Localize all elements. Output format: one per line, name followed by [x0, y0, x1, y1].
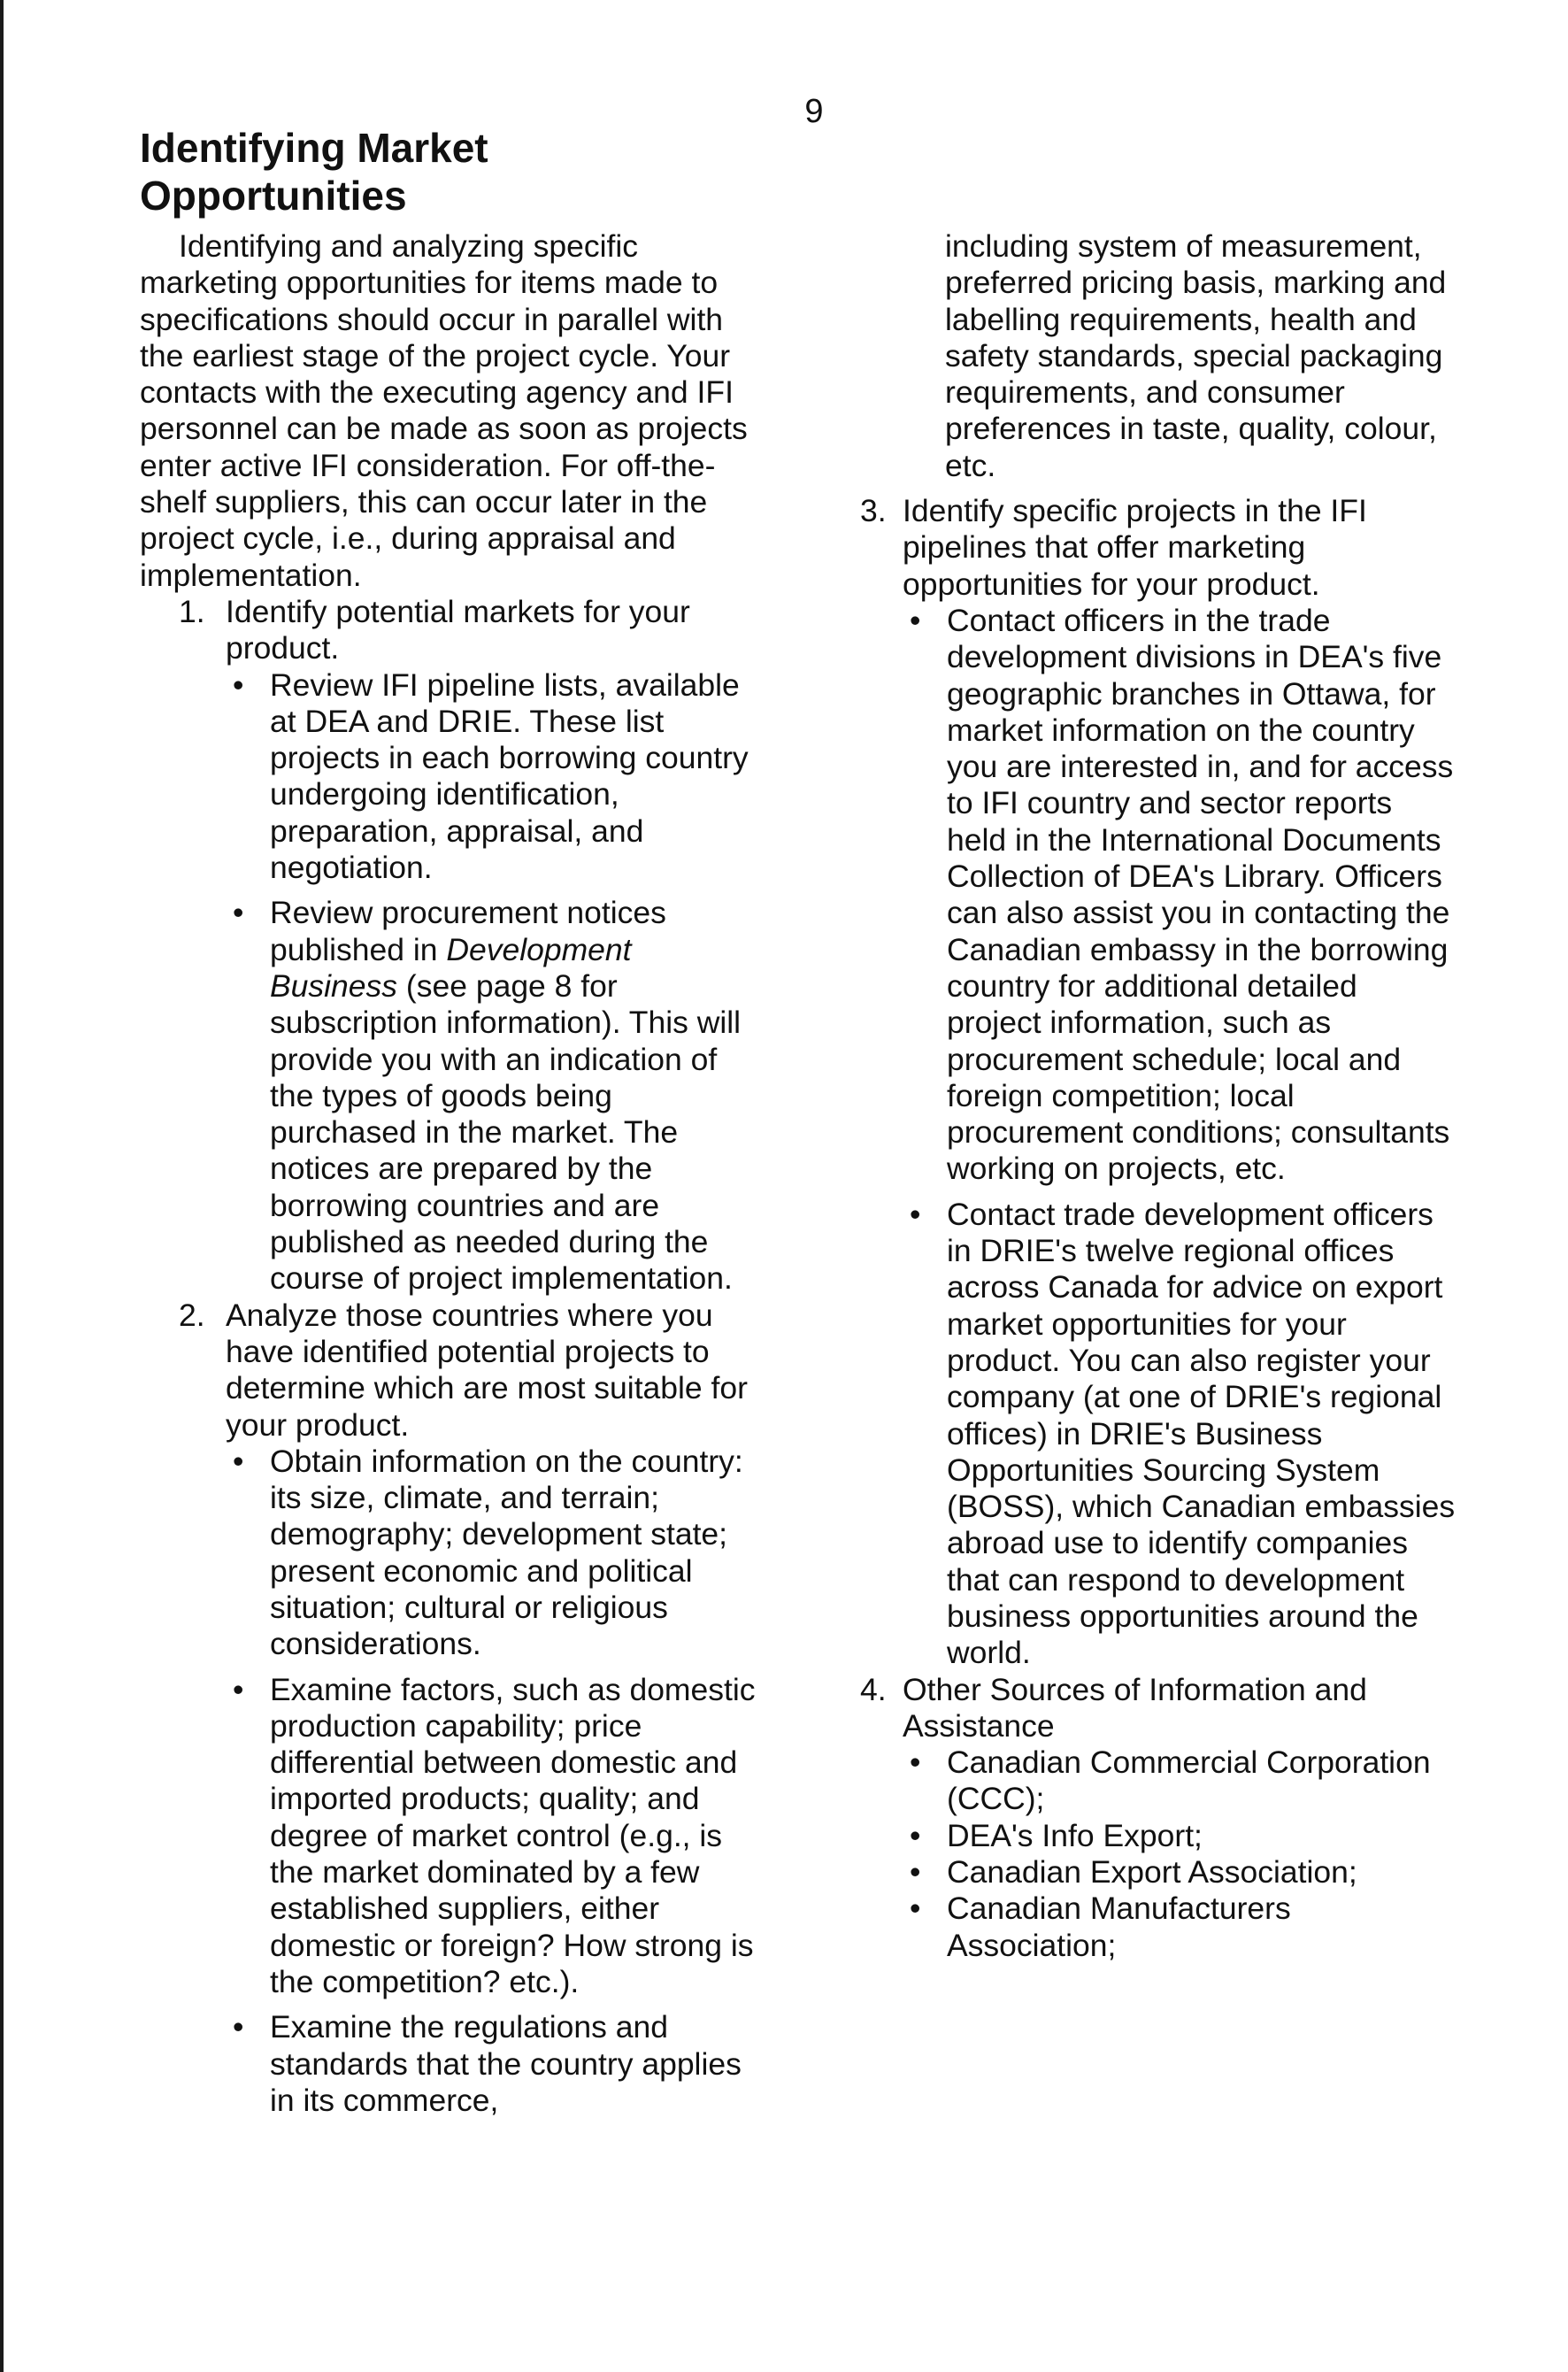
bullet-text: Contact officers in the trade development divisions in DEA's five geographic branches in Ottawa, for market information on the country you are interested in, and for access to IFI country and sector reports held in the International Documents Collection of DEA's Library. Officers can also assist you in contacting the Canadian embassy in the borrowing country for additional detailed project information, such as procurement schedule; local and foreign competition; local procurement conditions; consultants working on projects, etc. — [947, 602, 1454, 1187]
bullet-text: Canadian Export Association; — [947, 1854, 1357, 1891]
list-item-1 — [140, 594, 759, 1298]
list-item — [226, 895, 759, 1297]
bullet-icon: • — [233, 1671, 244, 1707]
item-4-bullets — [903, 1744, 1458, 1964]
bullet-icon: • — [910, 1744, 921, 1781]
item-number: 4. — [860, 1671, 887, 1707]
page-edge-rule — [0, 0, 4, 2372]
bullet-text: Contact trade development officers in DRIE's twelve regional offices across Canada for advice on export market opportunities for your product. You can also register your company (at one of DRIE's regional offices) in DRIE's Business Opportunities Sourcing System (BOSS), which Canadian embassies abroad use to identify companies that can respond to development business opportunities around the world. — [947, 1196, 1456, 1671]
list-item — [903, 1197, 1458, 1672]
list-item — [226, 1444, 759, 1663]
list-item — [226, 2009, 759, 2119]
bullet-icon: • — [233, 895, 244, 931]
title-line-1: Identifying Market — [140, 125, 488, 171]
item-3-text: Identify specific projects in the IFI pipelines that offer marketing opportunities for your product. — [903, 493, 1367, 602]
list-item — [903, 1854, 1458, 1891]
bullet-icon: • — [910, 602, 921, 638]
list-item-2 — [140, 1298, 759, 2120]
title-line-2: Opportunities — [140, 173, 407, 219]
page-number: 9 — [804, 93, 824, 130]
list-item — [903, 1891, 1458, 1964]
bullet-text: Canadian Manufacturers Association; — [947, 1891, 1291, 1963]
section-title — [140, 124, 759, 219]
bullet-text: Review IFI pipeline lists, available at DEA and DRIE. These list projects in each borrowing country undergoing identification, preparation, appraisal, and negotiation. — [270, 666, 749, 886]
item-number: 3. — [860, 493, 887, 529]
bullet-text: (see page 8 for subscription information). This will provide you with an indication of the types of goods being purchased in the market. The notices are prepared by the borrowing countries and are published as needed during the course of project implementation. — [270, 967, 742, 1297]
bullet-icon: • — [910, 1854, 921, 1891]
bullet-text: Examine factors, such as domestic production capability; price differential between domestic and imported products; quality; and degree of market control (e.g., is the market dominated by a few established suppliers, either domestic or foreign? How strong is the competition? etc.). — [270, 1671, 756, 1999]
item-3-bullets — [903, 603, 1458, 1672]
bullet-icon: • — [910, 1891, 921, 1927]
list-item-4 — [848, 1672, 1458, 1964]
intro-paragraph: Identifying and analyzing specific marketing opportunities for items made to specifications should occur in parallel with the earliest stage of the project cycle. Your contacts with the executing agency and IFI personnel can be made as soon as projects enter active IFI consideration. For off-the-shelf suppliers, this can occur later in the project cycle, i.e., during appraisal and implementation. — [140, 228, 748, 593]
publication-title: Development Business — [270, 931, 632, 1004]
continuation-paragraph: including system of measurement, preferred pricing basis, marking and labelling requirements, health and safety standards, special packaging requirements, and consumer preferences in taste, quality, colour, etc. — [945, 228, 1447, 483]
bullet-icon: • — [233, 2009, 244, 2045]
list-item — [226, 1672, 759, 2001]
bullet-text: Canadian Commercial Corporation (CCC); — [947, 1744, 1431, 1817]
list-item — [903, 1744, 1458, 1818]
list-item — [903, 1818, 1458, 1854]
bullet-icon: • — [233, 666, 244, 703]
item-number: 1. — [179, 593, 205, 629]
item-4-text: Other Sources of Information and Assistance — [903, 1671, 1367, 1744]
item-1-bullets — [226, 667, 759, 1298]
bullet-text: Review procurement notices published in — [270, 895, 666, 967]
left-column — [140, 228, 759, 2119]
bullet-icon: • — [233, 1443, 244, 1479]
list-item-3 — [848, 493, 1458, 1672]
bullet-text: Obtain information on the country: its size, climate, and terrain; demography; development state; present economic and political situation; cultural or religious considerations. — [270, 1443, 743, 1662]
item-2-text: Analyze those countries where you have identified potential projects to determine which are most suitable for your product. — [226, 1297, 748, 1443]
bullet-text: DEA's Info Export; — [947, 1817, 1203, 1853]
list-item — [903, 603, 1458, 1188]
bullet-text: Examine the regulations and standards that the country applies in its commerce, — [270, 2009, 742, 2118]
item-number: 2. — [179, 1297, 205, 1333]
bullet-icon: • — [910, 1817, 921, 1853]
list-item — [226, 667, 759, 887]
item-1-text: Identify potential markets for your product. — [226, 593, 690, 666]
item-2-bullets — [226, 1444, 759, 2119]
right-column — [848, 228, 1458, 1964]
bullet-icon: • — [910, 1196, 921, 1232]
